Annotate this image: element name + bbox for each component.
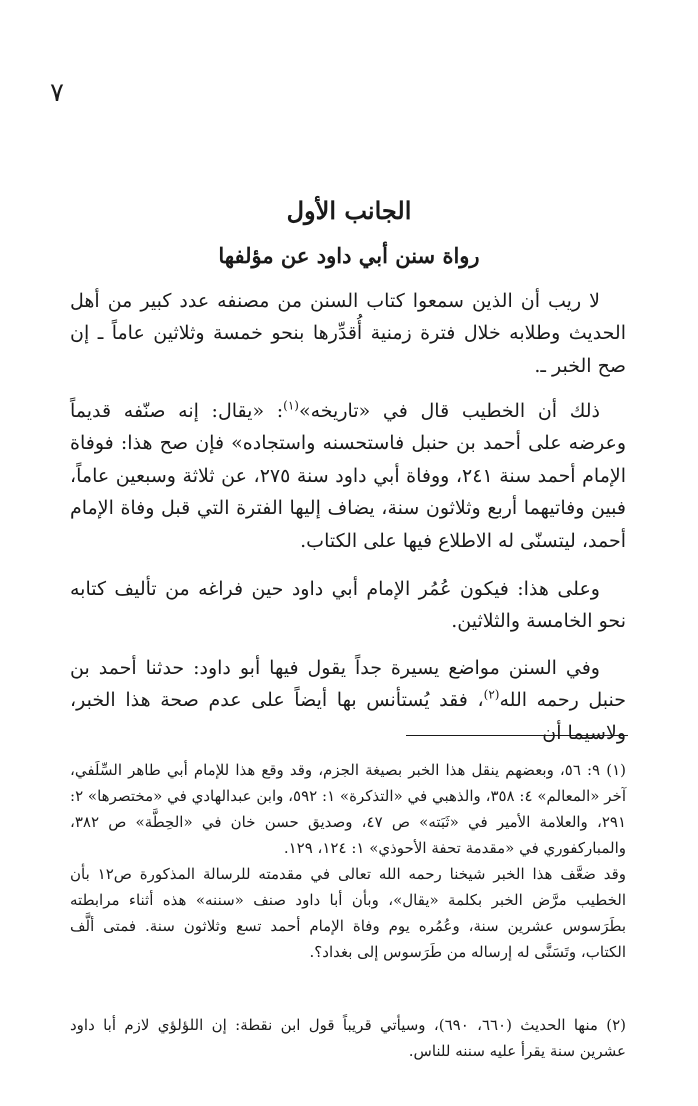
footnote-2 <box>70 1012 626 1064</box>
paragraph-3: وعلى هذا: فيكون عُمُر الإمام أبي داود حين فراغه من تأليف كتابه نحو الخامسة والثلاثين. <box>70 578 626 633</box>
footnote-1-marker: (١) <box>606 761 626 779</box>
chapter-title: الجانب الأول <box>286 196 412 225</box>
footnote-reference-2: (٢) <box>483 688 500 703</box>
paragraph-4-text-start: وفي السنن مواضع يسيرة جداً يقول فيها أبو داود: حدثنا أحمد بن حنبل رحمه الله <box>70 657 626 712</box>
footnote-1-continuation: وقد ضعَّف هذا الخبر شيخنا رحمه الله تعالى في مقدمته للرسالة المذكورة ص١٢ بأن الخطيب مرَّض الخبر بكلمة «يقال»، وبأن أبا داود صنف «سننه» هذه أثناء مرابطته بطَرَسوس عشرين سنة، وعُمُره يوم وفاة الإمام أحمد تسع وثلاثون سنة. فمتى ألَّف الكتاب، وتَسَنَّى له إرساله من طَرَسوس إلى بغداد؟. <box>70 865 626 961</box>
paragraph-2 <box>70 395 626 557</box>
footnote-2-marker: (٢) <box>606 1016 627 1034</box>
section-title: رواة سنن أبي داود عن مؤلفها <box>218 243 480 268</box>
footnote-2-text: منها الحديث (٦٦٠، ٦٩٠)، وسيأتي قريباً قول ابن نقطة: إن اللؤلؤي لازم أبا داود عشرين سنة يقرأ عليه سننه للناس. <box>70 1016 626 1060</box>
paragraph-2-text-start: ذلك أن الخطيب قال في «تاريخه» <box>298 400 600 422</box>
footnote-1 <box>70 757 626 965</box>
page-number: ٧ <box>50 78 64 108</box>
paragraph-1: لا ريب أن الذين سمعوا كتاب السنن من مصنفه عدد كبير من أهل الحديث وطلابه خلال فترة زمنية أُقدِّرها بنحو خمسة وثلاثين عاماً ـ إن صح الخبر ـ. <box>70 290 626 377</box>
paragraph-2-text-end: : «يقال: إنه صنّفه قديماً وعرضه على أحمد بن حنبل فاستحسنه واستجاده» فإن صح هذا: فوفاة الإمام أحمد سنة ٢٤١، ووفاة أبي داود سنة ٢٧٥، عن ثلاثة وسبعين عاماً، فبين وفاتيهما أربع وثلاثون سنة، يضاف إليها الفترة التي قبل وفاة الإمام أحمد، ليتسنّى له الاطلاع فيها على الكتاب. <box>70 400 626 552</box>
footnote-reference-1: (١) <box>283 398 299 413</box>
footnote-1-text: ٩: ٥٦، وبعضهم ينقل هذا الخبر بصيغة الجزم، وقد وقع هذا للإمام أبي طاهر السِّلَفي، آخر «المعالم» ٤: ٣٥٨، والذهبي في «التذكرة» ١: ٥٩٢، وابن عبدالهادي في «مختصرها» ٢: ٢٩١، والعلامة الأمير في «ثَبَته» ص ٤٧، وصديق حسن خان في «الحِطَّة» ص ٣٨٢، والمباركفوري في «مقدمة تحفة الأحوذي» ١: ١٢٤، ١٢٩. <box>70 761 626 857</box>
paragraph-4-text-end: ، فقد يُستأنس بها أيضاً على عدم صحة هذا الخبر، ولاسيما أن <box>70 689 626 744</box>
footnote-separator <box>406 735 628 736</box>
